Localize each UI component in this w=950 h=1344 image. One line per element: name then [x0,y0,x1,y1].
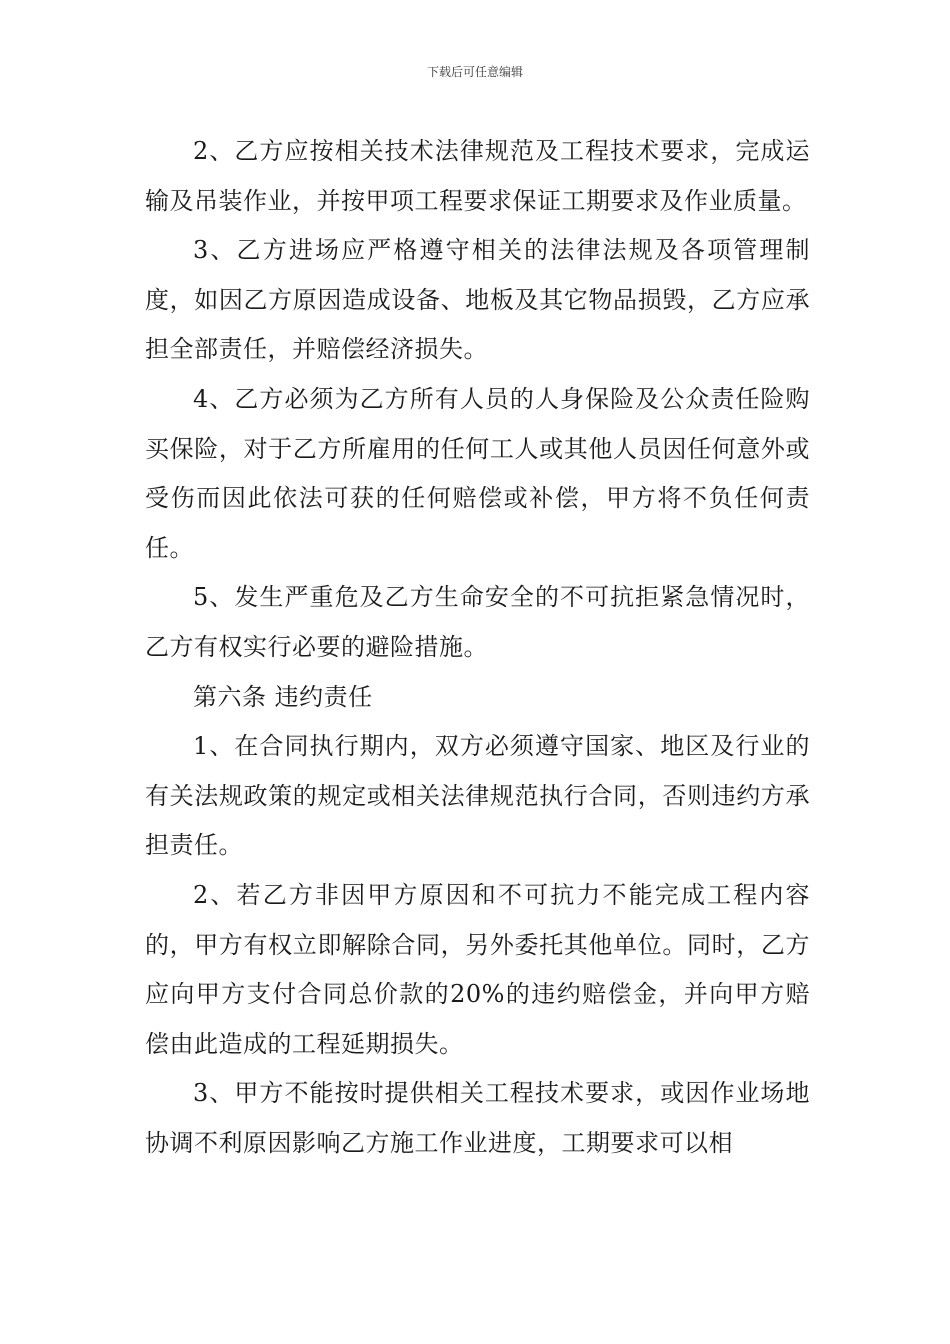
paragraph-breach-3: 3、甲方不能按时提供相关工程技术要求，或因作业场地协调不利原因影响乙方施工作业进度，工期要求可以相 [145,1079,810,1157]
section-heading-article-6: 第六条 违约责任 [193,682,373,711]
document-body [145,127,810,1168]
paragraph-clause-5: 5、发生严重危及乙方生命安全的不可抗拒紧急情况时，乙方有权实行必要的避险措施。 [145,583,810,661]
paragraph-breach-1: 1、在合同执行期内，双方必须遵守国家、地区及行业的有关法规政策的规定或相关法律规范执行合同，否则违约方承担责任。 [145,732,810,860]
paragraph-clause-4: 4、乙方必须为乙方所有人员的人身保险及公众责任险购买保险，对于乙方所雇用的任何工人或其他人员因任何意外或受伤而因此依法可获的任何赔偿或补偿，甲方将不负任何责任。 [145,384,810,562]
paragraph-clause-3: 3、乙方进场应严格遵守相关的法律法规及各项管理制度，如因乙方原因造成设备、地板及其它物品损毁，乙方应承担全部责任，并赔偿经济损失。 [145,236,810,364]
paragraph-breach-2: 2、若乙方非因甲方原因和不可抗力不能完成工程内容的，甲方有权立即解除合同，另外委托其他单位。同时，乙方应向甲方支付合同总价款的20%的违约赔偿金，并向甲方赔偿由此造成的工程延期损失。 [145,880,810,1058]
paragraph-clause-2: 2、乙方应按相关技术法律规范及工程技术要求，完成运输及吊装作业，并按甲项工程要求保证工期要求及作业质量。 [145,137,810,215]
page-header: 下载后可任意编辑 [426,65,523,79]
